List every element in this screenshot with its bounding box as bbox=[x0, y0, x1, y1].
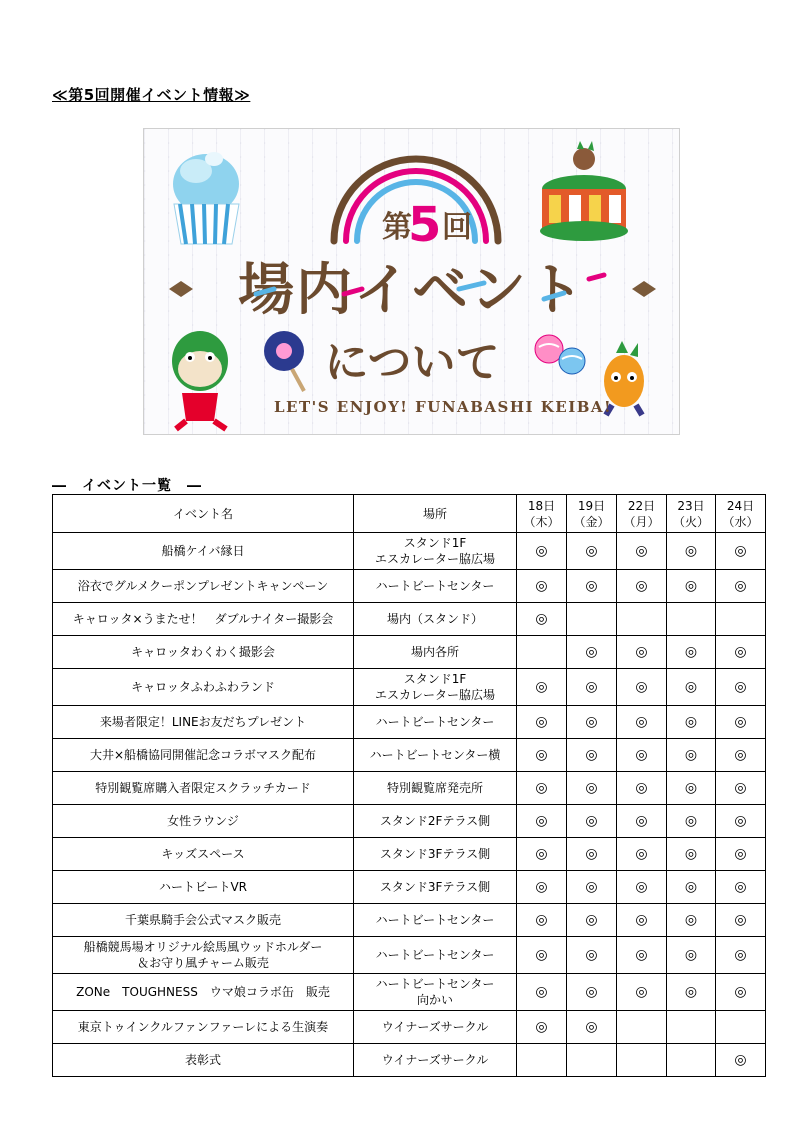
event-place-cell bbox=[354, 603, 517, 636]
header-day bbox=[617, 495, 667, 533]
schedule-mark: ◎ bbox=[635, 846, 648, 862]
badge-number: 5 bbox=[408, 197, 442, 253]
schedule-mark-cell bbox=[517, 1011, 567, 1044]
schedule-mark: ◎ bbox=[585, 813, 598, 829]
schedule-mark: ◎ bbox=[635, 578, 648, 594]
schedule-mark: ◎ bbox=[535, 714, 548, 730]
table-row bbox=[53, 570, 766, 603]
badge-suffix: 回 bbox=[442, 210, 472, 245]
event-place-cell bbox=[354, 1044, 517, 1077]
header-date: 22日 bbox=[627, 498, 656, 513]
schedule-mark-cell bbox=[517, 570, 567, 603]
event-place-cell-line1: スタンド2Fテラス側 bbox=[379, 814, 491, 828]
event-place-cell-line1: ハートビートセンター bbox=[375, 913, 495, 927]
schedule-mark-cell bbox=[716, 739, 766, 772]
schedule-mark-cell bbox=[617, 669, 667, 706]
schedule-mark: ◎ bbox=[734, 879, 747, 895]
event-name-cell bbox=[53, 706, 354, 739]
schedule-mark: ◎ bbox=[635, 644, 648, 660]
schedule-mark: ◎ bbox=[734, 679, 747, 695]
event-name-cell-line1: ハートビートVR bbox=[158, 880, 248, 894]
schedule-mark: ◎ bbox=[635, 813, 648, 829]
schedule-mark: ◎ bbox=[635, 947, 648, 963]
schedule-mark: ◎ bbox=[585, 912, 598, 928]
schedule-mark-cell bbox=[667, 871, 716, 904]
schedule-mark-cell bbox=[517, 937, 567, 974]
schedule-mark: ◎ bbox=[635, 747, 648, 763]
schedule-mark-cell bbox=[567, 772, 617, 805]
schedule-mark-cell bbox=[716, 570, 766, 603]
schedule-mark-cell bbox=[567, 570, 617, 603]
event-place-cell bbox=[354, 570, 517, 603]
event-banner bbox=[143, 128, 680, 435]
event-place-cell bbox=[354, 974, 517, 1011]
schedule-mark-cell bbox=[617, 603, 667, 636]
schedule-mark-cell bbox=[667, 636, 716, 669]
schedule-mark: ◎ bbox=[585, 947, 598, 963]
schedule-mark: ◎ bbox=[684, 578, 698, 594]
event-place-cell bbox=[354, 871, 517, 904]
event-name-cell bbox=[53, 1011, 354, 1044]
schedule-mark-cell bbox=[617, 871, 667, 904]
banner-subtitle: について bbox=[324, 337, 500, 388]
schedule-mark-cell bbox=[617, 739, 667, 772]
event-name-cell-line1: 女性ラウンジ bbox=[167, 814, 239, 828]
schedule-mark: ◎ bbox=[684, 644, 698, 660]
event-place-cell-line1: スタンド3Fテラス側 bbox=[379, 880, 491, 894]
schedule-mark: ◎ bbox=[734, 543, 747, 559]
event-name-cell bbox=[53, 838, 354, 871]
event-name-cell-line1: 来場者限定！LINEお友だちプレゼント bbox=[99, 715, 307, 729]
schedule-mark-cell bbox=[517, 706, 567, 739]
event-name-cell-line2: ＆お守り風チャーム販売 bbox=[137, 956, 269, 970]
mascot-horse-illustration bbox=[172, 331, 228, 429]
schedule-mark-cell bbox=[667, 533, 716, 570]
schedule-mark: ◎ bbox=[635, 679, 648, 695]
schedule-mark-cell bbox=[567, 904, 617, 937]
schedule-mark: ◎ bbox=[734, 947, 747, 963]
schedule-mark-cell bbox=[567, 739, 617, 772]
left-ornament bbox=[169, 281, 193, 297]
schedule-mark: ◎ bbox=[684, 543, 698, 559]
schedule-mark-cell bbox=[667, 1044, 716, 1077]
event-place-cell-line2: エスカレーター脇広場 bbox=[374, 688, 495, 702]
event-name-cell-line1: 表彰式 bbox=[184, 1053, 221, 1067]
schedule-mark-cell bbox=[567, 805, 617, 838]
schedule-mark-cell bbox=[567, 603, 617, 636]
table-row bbox=[53, 772, 766, 805]
schedule-mark-cell bbox=[667, 974, 716, 1011]
schedule-mark-cell bbox=[617, 772, 667, 805]
shaved-ice-illustration bbox=[173, 152, 239, 244]
header-place: 場所 bbox=[354, 495, 517, 533]
event-name-cell bbox=[53, 772, 354, 805]
header-date: 24日 bbox=[726, 498, 755, 513]
event-name-cell bbox=[53, 904, 354, 937]
schedule-mark-cell bbox=[667, 805, 716, 838]
table-row bbox=[53, 1044, 766, 1077]
event-place-cell-line1: ウイナーズサークル bbox=[381, 1053, 489, 1067]
event-name-cell bbox=[53, 739, 354, 772]
event-place-cell bbox=[354, 533, 517, 570]
schedule-mark-cell bbox=[617, 533, 667, 570]
schedule-mark-cell bbox=[567, 533, 617, 570]
schedule-mark: ◎ bbox=[535, 578, 548, 594]
schedule-mark-cell bbox=[517, 669, 567, 706]
schedule-mark-cell bbox=[716, 669, 766, 706]
schedule-mark-cell bbox=[517, 739, 567, 772]
header-weekday: （木） bbox=[523, 514, 560, 529]
event-name-cell-line1: 船橋ケイバ縁日 bbox=[161, 544, 245, 558]
schedule-mark-cell bbox=[716, 871, 766, 904]
event-place-cell bbox=[354, 838, 517, 871]
table-row bbox=[53, 739, 766, 772]
event-place-cell-line2: 向かい bbox=[416, 993, 453, 1007]
schedule-mark: ◎ bbox=[535, 679, 548, 695]
schedule-mark-cell bbox=[567, 1044, 617, 1077]
schedule-mark: ◎ bbox=[684, 714, 698, 730]
table-row bbox=[53, 871, 766, 904]
schedule-mark-cell bbox=[716, 636, 766, 669]
schedule-mark-cell bbox=[667, 1011, 716, 1044]
schedule-mark: ◎ bbox=[585, 543, 598, 559]
schedule-mark-cell bbox=[667, 669, 716, 706]
schedule-mark: ◎ bbox=[684, 879, 698, 895]
schedule-mark: ◎ bbox=[684, 813, 698, 829]
banner-title: 場内イベント bbox=[238, 258, 586, 323]
schedule-mark-cell bbox=[667, 570, 716, 603]
table-row bbox=[53, 904, 766, 937]
event-name-cell-line1: キャロッタ×うまたせ！ ダブルナイター撮影会 bbox=[72, 612, 334, 626]
event-place-cell-line1: ハートビートセンター bbox=[375, 977, 495, 991]
schedule-mark-cell bbox=[517, 871, 567, 904]
schedule-mark: ◎ bbox=[684, 846, 698, 862]
event-name-cell bbox=[53, 974, 354, 1011]
schedule-mark-cell bbox=[567, 974, 617, 1011]
event-place-cell-line1: ハートビートセンター横 bbox=[369, 748, 501, 762]
header-day bbox=[517, 495, 567, 533]
schedule-mark-cell bbox=[667, 772, 716, 805]
schedule-mark-cell bbox=[567, 937, 617, 974]
table-row bbox=[53, 669, 766, 706]
schedule-mark: ◎ bbox=[684, 984, 698, 1000]
schedule-mark: ◎ bbox=[734, 780, 747, 796]
event-name-cell-line1: ZONe TOUGHNESS ウマ娘コラボ缶 販売 bbox=[76, 985, 330, 999]
schedule-mark-cell bbox=[617, 570, 667, 603]
header-weekday: （月） bbox=[623, 514, 660, 529]
table-row bbox=[53, 1011, 766, 1044]
event-place-cell-line1: スタンド1F bbox=[403, 536, 467, 550]
event-name-cell bbox=[53, 636, 354, 669]
schedule-mark-cell bbox=[667, 739, 716, 772]
schedule-mark-cell bbox=[617, 904, 667, 937]
header-weekday: （水） bbox=[722, 514, 759, 529]
schedule-mark: ◎ bbox=[734, 747, 747, 763]
schedule-mark-cell bbox=[517, 533, 567, 570]
schedule-mark: ◎ bbox=[734, 578, 747, 594]
section-title: ― イベント一覧 ― bbox=[52, 478, 202, 494]
event-name-cell bbox=[53, 570, 354, 603]
schedule-mark-cell bbox=[567, 1011, 617, 1044]
event-name-cell bbox=[53, 805, 354, 838]
schedule-mark: ◎ bbox=[585, 714, 598, 730]
schedule-mark-cell bbox=[667, 838, 716, 871]
table-row bbox=[53, 636, 766, 669]
schedule-mark: ◎ bbox=[535, 846, 548, 862]
table-row bbox=[53, 706, 766, 739]
schedule-mark-cell bbox=[667, 706, 716, 739]
schedule-mark-cell bbox=[517, 772, 567, 805]
schedule-mark: ◎ bbox=[635, 780, 648, 796]
schedule-mark: ◎ bbox=[635, 714, 648, 730]
schedule-mark-cell bbox=[517, 904, 567, 937]
schedule-mark: ◎ bbox=[535, 611, 548, 627]
badge-prefix: 第 bbox=[382, 210, 412, 245]
event-name-cell bbox=[53, 871, 354, 904]
schedule-mark-cell bbox=[716, 805, 766, 838]
schedule-mark: ◎ bbox=[535, 1019, 548, 1035]
schedule-mark: ◎ bbox=[585, 984, 598, 1000]
schedule-mark: ◎ bbox=[734, 846, 747, 862]
event-name-cell bbox=[53, 1044, 354, 1077]
table-header-row bbox=[53, 495, 766, 533]
schedule-mark-cell bbox=[716, 706, 766, 739]
schedule-mark: ◎ bbox=[734, 984, 747, 1000]
event-place-cell bbox=[354, 937, 517, 974]
schedule-mark: ◎ bbox=[535, 947, 548, 963]
schedule-mark-cell bbox=[567, 706, 617, 739]
event-place-cell-line1: 特別観覧席発売所 bbox=[386, 781, 483, 795]
header-event-name: イベント名 bbox=[53, 495, 354, 533]
event-name-cell-line1: 船橋競馬場オリジナル絵馬風ウッドホルダー bbox=[83, 940, 323, 954]
event-name-cell bbox=[53, 937, 354, 974]
schedule-mark: ◎ bbox=[635, 984, 648, 1000]
table-row bbox=[53, 974, 766, 1011]
event-place-cell bbox=[354, 904, 517, 937]
uchiwa-fan-illustration bbox=[264, 331, 304, 391]
schedule-mark: ◎ bbox=[585, 780, 598, 796]
schedule-mark-cell bbox=[667, 603, 716, 636]
schedule-mark: ◎ bbox=[684, 780, 698, 796]
schedule-mark: ◎ bbox=[585, 846, 598, 862]
schedule-mark-cell bbox=[567, 669, 617, 706]
event-place-cell-line1: スタンド3Fテラス側 bbox=[379, 847, 491, 861]
schedule-mark: ◎ bbox=[535, 984, 548, 1000]
schedule-mark: ◎ bbox=[585, 747, 598, 763]
event-name-cell-line1: キャロッタふわふわランド bbox=[131, 680, 275, 694]
event-place-cell bbox=[354, 739, 517, 772]
schedule-mark: ◎ bbox=[585, 1019, 598, 1035]
schedule-mark-cell bbox=[617, 937, 667, 974]
event-place-cell bbox=[354, 805, 517, 838]
schedule-mark-cell bbox=[567, 636, 617, 669]
event-place-cell bbox=[354, 636, 517, 669]
event-name-cell-line1: 特別観覧席購入者限定スクラッチカード bbox=[95, 781, 311, 795]
event-place-cell-line1: ハートビートセンター bbox=[375, 948, 495, 962]
schedule-mark: ◎ bbox=[535, 747, 548, 763]
schedule-mark-cell bbox=[617, 838, 667, 871]
schedule-mark-cell bbox=[716, 772, 766, 805]
right-ornament bbox=[632, 281, 656, 297]
water-balloon-illustration bbox=[535, 335, 585, 374]
event-place-cell-line1: ハートビートセンター bbox=[375, 715, 495, 729]
event-place-cell-line1: スタンド1F bbox=[403, 672, 467, 686]
schedule-mark-cell bbox=[517, 838, 567, 871]
schedule-mark-cell bbox=[517, 603, 567, 636]
banner-slogan: LET'S ENJOY! FUNABASHI KEIBA! bbox=[274, 398, 613, 416]
event-place-cell-line1: 場内各所 bbox=[410, 645, 459, 659]
schedule-mark-cell bbox=[716, 838, 766, 871]
schedule-mark-cell bbox=[617, 974, 667, 1011]
banner-art bbox=[144, 129, 680, 435]
header-day bbox=[667, 495, 716, 533]
schedule-mark-cell bbox=[567, 871, 617, 904]
schedule-mark-cell bbox=[667, 937, 716, 974]
schedule-mark-cell bbox=[716, 904, 766, 937]
schedule-mark: ◎ bbox=[684, 679, 698, 695]
header-date: 18日 bbox=[527, 498, 556, 513]
schedule-mark: ◎ bbox=[635, 912, 648, 928]
header-weekday: （金） bbox=[573, 514, 610, 529]
header-date: 19日 bbox=[577, 498, 606, 513]
event-name-cell-line1: キャロッタわくわく撮影会 bbox=[131, 645, 275, 659]
schedule-mark: ◎ bbox=[585, 879, 598, 895]
schedule-mark: ◎ bbox=[734, 912, 747, 928]
event-place-cell-line1: 場内（スタンド） bbox=[386, 612, 483, 626]
schedule-mark: ◎ bbox=[734, 644, 747, 660]
table-row bbox=[53, 603, 766, 636]
schedule-mark: ◎ bbox=[535, 813, 548, 829]
event-name-cell bbox=[53, 669, 354, 706]
schedule-mark: ◎ bbox=[535, 879, 548, 895]
schedule-mark-cell bbox=[617, 706, 667, 739]
schedule-mark-cell bbox=[667, 904, 716, 937]
header-day bbox=[716, 495, 766, 533]
event-name-cell-line1: キッズスペース bbox=[161, 847, 245, 861]
page-heading: ≪第5回開催イベント情報≫ bbox=[52, 86, 251, 104]
schedule-mark-cell bbox=[517, 805, 567, 838]
header-date: 23日 bbox=[677, 498, 705, 513]
event-place-cell bbox=[354, 669, 517, 706]
bouncy-castle-illustration bbox=[540, 141, 628, 241]
schedule-mark-cell bbox=[617, 1044, 667, 1077]
event-place-cell bbox=[354, 706, 517, 739]
schedule-mark-cell bbox=[617, 636, 667, 669]
schedule-mark: ◎ bbox=[585, 578, 598, 594]
schedule-mark: ◎ bbox=[635, 543, 648, 559]
event-name-cell bbox=[53, 603, 354, 636]
header-day bbox=[567, 495, 617, 533]
event-place-cell-line2: エスカレーター脇広場 bbox=[374, 552, 495, 566]
schedule-mark: ◎ bbox=[734, 813, 747, 829]
schedule-mark: ◎ bbox=[535, 912, 548, 928]
schedule-mark: ◎ bbox=[684, 747, 698, 763]
schedule-mark-cell bbox=[567, 838, 617, 871]
schedule-mark: ◎ bbox=[635, 879, 648, 895]
schedule-mark-cell bbox=[716, 533, 766, 570]
schedule-mark: ◎ bbox=[734, 1052, 747, 1068]
schedule-mark-cell bbox=[716, 1044, 766, 1077]
event-name-cell-line1: 浴衣でグルメクーポンプレゼントキャンペーン bbox=[77, 579, 329, 593]
event-place-cell bbox=[354, 772, 517, 805]
event-name-cell-line1: 東京トゥインクルファンファーレによる生演奏 bbox=[77, 1020, 329, 1034]
schedule-mark-cell bbox=[716, 1011, 766, 1044]
schedule-mark: ◎ bbox=[535, 543, 548, 559]
event-name-cell-line1: 千葉県騎手会公式マスク販売 bbox=[124, 913, 281, 927]
table-row bbox=[53, 838, 766, 871]
table-row bbox=[53, 937, 766, 974]
schedule-mark: ◎ bbox=[734, 714, 747, 730]
schedule-mark: ◎ bbox=[585, 679, 598, 695]
header-weekday: （火） bbox=[672, 514, 709, 529]
schedule-mark-cell bbox=[517, 636, 567, 669]
event-name-cell-line1: 大井×船橋協同開催記念コラボマスク配布 bbox=[89, 748, 317, 762]
schedule-mark-cell bbox=[716, 974, 766, 1011]
event-place-cell-line1: ハートビートセンター bbox=[375, 579, 495, 593]
schedule-mark: ◎ bbox=[684, 947, 698, 963]
event-place-cell-line1: ウイナーズサークル bbox=[381, 1020, 489, 1034]
event-place-cell bbox=[354, 1011, 517, 1044]
schedule-mark-cell bbox=[517, 974, 567, 1011]
event-table bbox=[52, 494, 766, 1077]
table-row bbox=[53, 533, 766, 570]
schedule-mark-cell bbox=[716, 603, 766, 636]
schedule-mark-cell bbox=[617, 1011, 667, 1044]
event-name-cell bbox=[53, 533, 354, 570]
schedule-mark: ◎ bbox=[684, 912, 698, 928]
schedule-mark-cell bbox=[716, 937, 766, 974]
schedule-mark-cell bbox=[517, 1044, 567, 1077]
schedule-mark: ◎ bbox=[585, 644, 598, 660]
schedule-mark: ◎ bbox=[535, 780, 548, 796]
schedule-mark-cell bbox=[617, 805, 667, 838]
table-row bbox=[53, 805, 766, 838]
